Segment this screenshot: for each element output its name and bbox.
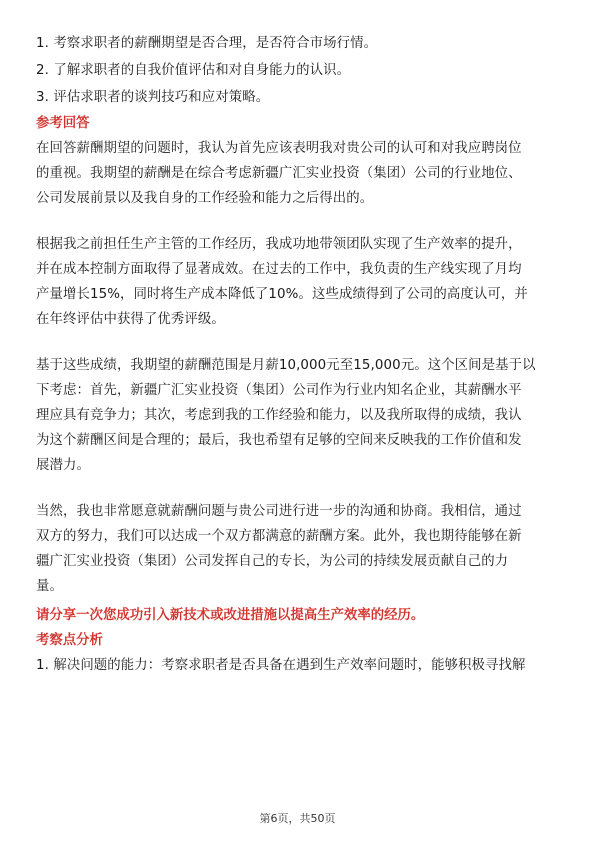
intro-list xyxy=(36,30,564,111)
paragraph-line: 量。 xyxy=(36,579,63,594)
answer-heading: 参考回答 xyxy=(36,116,90,131)
paragraph-line: 在回答薪酬期望的问题时，我认为首先应该表明我对贵公司的认可和对我应聘岗位 xyxy=(36,141,522,156)
question-heading: 请分享一次您成功引入新技术或改进措施以提高生产效率的经历。 xyxy=(36,608,425,623)
list-item: 2. 了解求职者的自我价值评估和对自身能力的认识。 xyxy=(36,63,351,78)
paragraph-line: 在年终评估中获得了优秀评级。 xyxy=(36,312,225,327)
paragraph-spacer xyxy=(36,478,564,499)
answer-paragraph-2 xyxy=(36,232,564,332)
analysis-heading: 考察点分析 xyxy=(36,633,103,648)
answer-paragraph-3 xyxy=(36,353,564,478)
paragraph-spacer xyxy=(36,211,564,232)
list-item: 1. 解决问题的能力：考察求职者是否具备在遇到生产效率问题时，能够积极寻找解 xyxy=(36,658,526,673)
analysis-list xyxy=(36,653,564,678)
paragraph-line: 产量增长15%，同时将生产成本降低了10%。这些成绩得到了公司的高度认可，并 xyxy=(36,287,528,302)
paragraph-line: 基于这些成绩，我期望的薪酬范围是月薪10,000元至15,000元。这个区间是基于以 xyxy=(36,358,536,373)
answer-paragraph-1 xyxy=(36,136,564,211)
paragraph-line: 双方的努力，我们可以达成一个双方都满意的薪酬方案。此外，我也期待能够在新 xyxy=(36,529,522,544)
paragraph-line: 下考虑：首先，新疆广汇实业投资（集团）公司作为行业内知名企业，其薪酬水平 xyxy=(36,383,522,398)
paragraph-spacer xyxy=(36,332,564,353)
paragraph-line: 理应具有竞争力；其次，考虑到我的工作经验和能力，以及我所取得的成绩，我认 xyxy=(36,408,522,423)
paragraph-line: 展潜力。 xyxy=(36,458,90,473)
paragraph-line: 并在成本控制方面取得了显著成效。在过去的工作中，我负责的生产线实现了月均 xyxy=(36,262,522,277)
paragraph-line: 根据我之前担任生产主管的工作经历，我成功地带领团队实现了生产效率的提升， xyxy=(36,237,522,252)
paragraph-line: 为这个薪酬区间是合理的；最后，我也希望有足够的空间来反映我的工作价值和发 xyxy=(36,433,522,448)
list-item: 3. 评估求职者的谈判技巧和应对策略。 xyxy=(36,90,270,105)
list-item: 1. 考察求职者的薪酬期望是否合理，是否符合市场行情。 xyxy=(36,36,378,51)
paragraph-line: 疆广汇实业投资（集团）公司发挥自己的专长，为公司的持续发展贡献自己的力 xyxy=(36,554,509,569)
document-page xyxy=(36,30,564,678)
page-footer: 第6页，共50页 xyxy=(259,812,336,825)
paragraph-line: 公司发展前景以及我自身的工作经验和能力之后得出的。 xyxy=(36,191,374,206)
answer-paragraph-4 xyxy=(36,499,564,599)
paragraph-line: 的重视。我期望的薪酬是在综合考虑新疆广汇实业投资（集团）公司的行业地位、 xyxy=(36,166,522,181)
paragraph-line: 当然，我也非常愿意就薪酬问题与贵公司进行进一步的沟通和协商。我相信，通过 xyxy=(36,504,522,519)
